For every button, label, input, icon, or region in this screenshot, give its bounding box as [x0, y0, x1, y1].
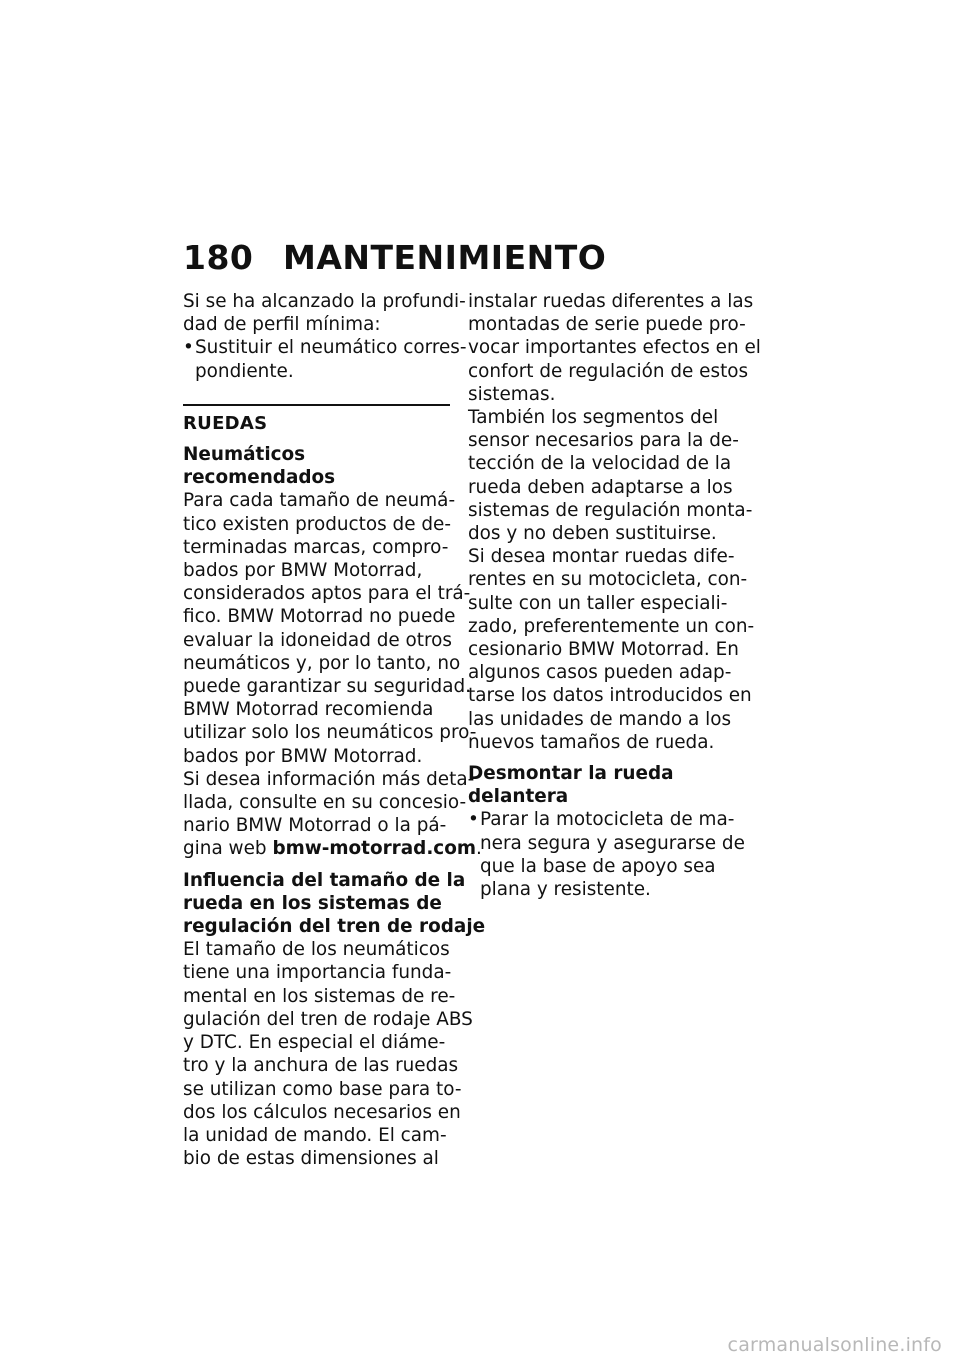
paragraph-more-info: Si desea información más deta- llada, consulte en su concesio- nario BMW Motorrad o la pá- gina web bmw-motorrad.com. [183, 768, 482, 860]
page-number: 180 [183, 238, 254, 277]
intro-bullet-list [183, 336, 467, 382]
paragraph-effects: instalar ruedas diferentes a las montadas de serie puede pro- vocar importantes efectos en el confort de regulación de estos sistemas. [468, 291, 761, 405]
paragraph-workshop: Si desea montar ruedas dife- rentes en su motocicleta, con- sulte con un taller especiali- zado, preferentemente un con- cesionario BMW Motorrad. En algunos casos pueden adap- tarse los datos introducidos en las unidades de mando a los nuevos tamaños de rueda. [468, 546, 755, 753]
chapter-title: MANTENIMIENTO [283, 238, 607, 277]
list-item: • Parar la motocicleta de ma- nera segura y asegurarse de que la base de apoyo sea plana y resistente. [468, 808, 738, 901]
list-item: • Sustituir el neumático corres- pondiente. [183, 336, 453, 382]
paragraph-sensor-segments: También los segmentos del sensor necesarios para la de- tección de la velocidad de la rueda deben adaptarse a los sistemas de regulación monta- dos y no deben sustituirse. [468, 407, 753, 545]
steps-list [468, 808, 745, 901]
intro-paragraph: Si se ha alcanzado la profundi- dad de perfil mínima: [183, 291, 466, 336]
subheading-wheel-size-influence: Influencia del tamaño de la rueda en los sistemas de regulación del tren de rodaje [183, 869, 486, 938]
watermark: carmanualsonline.info [727, 1334, 942, 1356]
left-column [183, 290, 486, 1170]
section-divider [183, 404, 450, 406]
right-column [468, 290, 761, 901]
page-header [183, 238, 606, 277]
paragraph-tyres: Para cada tamaño de neumá- tico existen productos de de- terminadas marcas, compro- bados por BMW Motorrad, considerados aptos para el trá- fico. BMW Motorrad no puede evaluar la idoneidad de otros neumáticos y, por lo tanto, no puede garantizar su seguridad. [183, 490, 472, 698]
website-link[interactable]: bmw-motorrad.com [272, 838, 477, 860]
paragraph-recommendation: BMW Motorrad recomienda utilizar solo los neumáticos pro- bados por BMW Motorrad. [183, 699, 477, 767]
section-title: RUEDAS [183, 412, 268, 434]
subheading-remove-front-wheel: Desmontar la rueda delantera [468, 763, 674, 808]
paragraph-wheel-size: El tamaño de los neumáticos tiene una importancia funda- mental en los sistemas de re- gulación del tren de rodaje ABS y DTC. En especial el diáme- tro y la anchura de las ruedas se utilizan como base para to- dos los cálculos necesarios en la unidad de mando. El cam- bio de estas dimensiones al [183, 939, 473, 1170]
subheading-recommended-tyres: Neumáticos recomendados [183, 444, 336, 489]
